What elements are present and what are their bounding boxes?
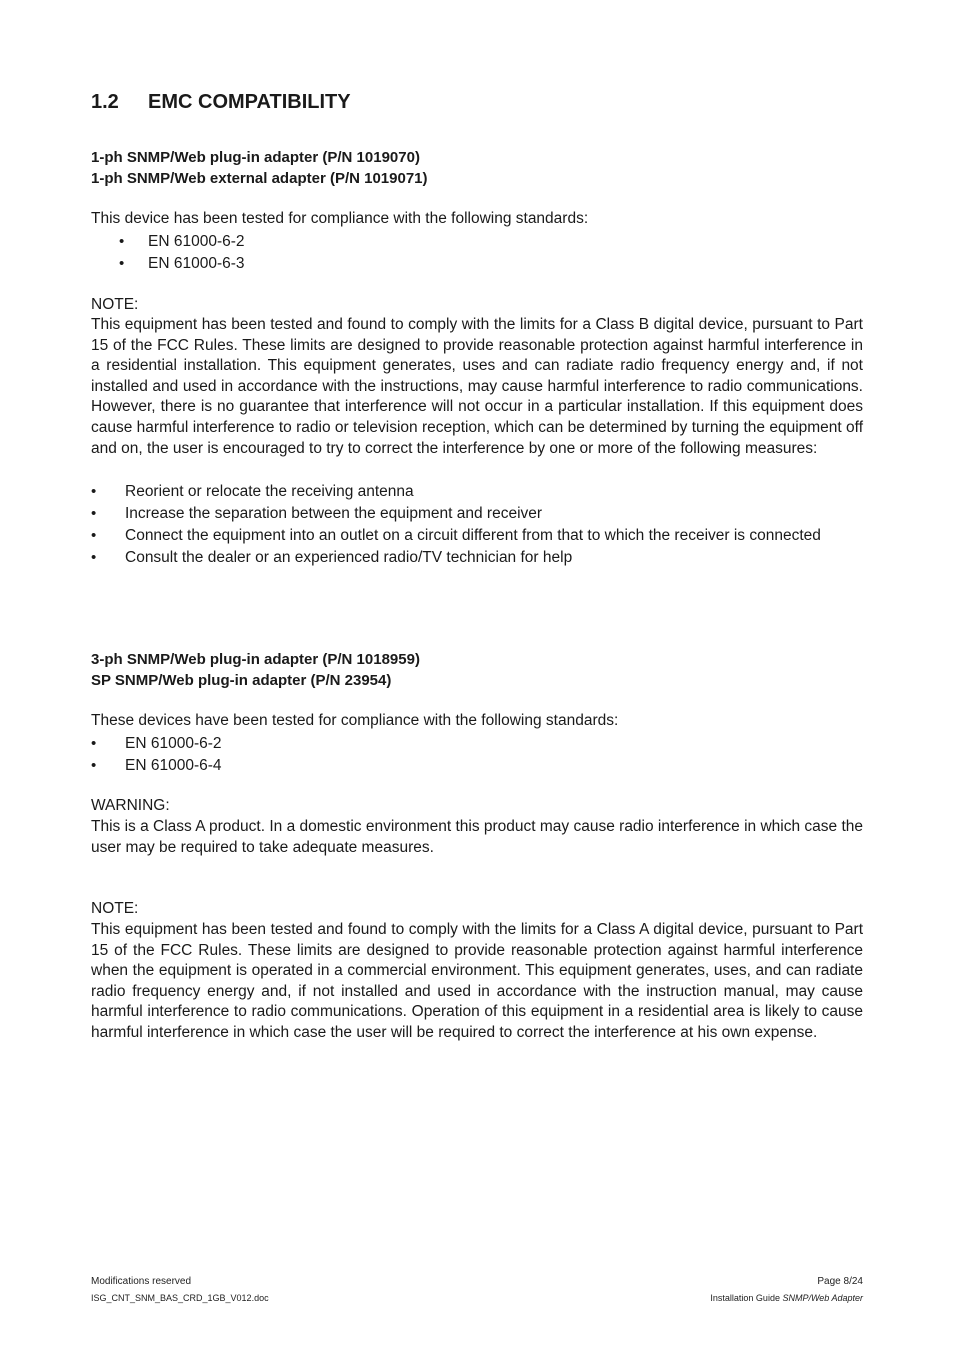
group2-note-text: This equipment has been tested and found to comply with the limits for a Class A digital device, pursuant to Part 15 of the FCC Rules. These limits are designed to provide reasonable protection against harmful interference when the equipment is operated in a commercial environment. This equipment generates, uses, and can radiate radio frequency energy and, if not installed and used in accordance with the instruction manual, may cause harmful interference to radio communications. Operation of this equipment in a residential area is likely to cause harmful interference in which case the user will be required to correct the interference at his own expense.: [91, 921, 863, 1041]
product-line: 3-ph SNMP/Web plug-in adapter (P/N 1018959): [91, 651, 420, 668]
group2-intro: These devices have been tested for compliance with the following standards:: [91, 712, 619, 729]
group2-note-label: NOTE:: [91, 900, 139, 917]
bullet-icon: •: [91, 527, 97, 544]
group2-products: [91, 649, 863, 691]
bullet-icon: •: [119, 233, 125, 250]
list-item: • Increase the separation between the equipment and receiver: [91, 505, 543, 522]
group2-standards-list: [91, 733, 863, 777]
list-item: • EN 61000-6-2: [91, 735, 222, 752]
group2-warning-text: This is a Class A product. In a domestic environment this product may cause radio interference in which case the user may be required to take adequate measures.: [91, 818, 863, 856]
group1-standards-list: [91, 231, 863, 274]
list-item: • Reorient or relocate the receiving antenna: [91, 483, 414, 500]
bullet-icon: •: [91, 549, 97, 566]
bullet-icon: •: [91, 483, 97, 500]
list-item: • EN 61000-6-3: [119, 255, 245, 272]
group1-note-text: This equipment has been tested and found to comply with the limits for a Class B digital device, pursuant to Part 15 of the FCC Rules. These limits are designed to provide reasonable protection against harmful interference in a residential installation. This equipment generates, uses and can radiate radio frequency energy and, if not installed and used in accordance with the instructions, may cause harmful interference to radio communications. However, there is no guarantee that interference will not occur in a particular installation. If this equipment does cause harmful interference to radio or television reception, which can be determined by turning the equipment off and on, the user is encouraged to try to correct the interference by one or more of the following measures:: [91, 316, 863, 457]
footer-modifications: Modifications reserved: [91, 1276, 192, 1287]
group1-products: [91, 147, 863, 189]
footer-left: [91, 1274, 269, 1306]
list-item: • EN 61000-6-2: [119, 233, 245, 250]
product-line: 1-ph SNMP/Web plug-in adapter (P/N 1019070): [91, 149, 420, 166]
page-number: Page 8/24: [817, 1276, 863, 1287]
list-item: • Consult the dealer or an experienced radio/TV technician for help: [91, 549, 573, 566]
bullet-icon: •: [119, 255, 125, 272]
footer-filename: ISG_CNT_SNM_BAS_CRD_1GB_V012.doc: [91, 1293, 269, 1303]
bullet-icon: •: [91, 757, 97, 774]
footer-right: [710, 1274, 863, 1306]
list-item: • EN 61000-6-4: [91, 757, 222, 774]
group1-intro: This device has been tested for compliance with the following standards:: [91, 210, 589, 227]
product-line: 1-ph SNMP/Web external adapter (P/N 1019071): [91, 170, 428, 187]
section-title: EMC COMPATIBILITY: [148, 91, 351, 113]
section-heading: [91, 91, 351, 114]
list-item: • Connect the equipment into an outlet on a circuit different from that to which the receiver is connected: [91, 527, 821, 544]
group1-measures-list: [91, 481, 863, 569]
group1-note-label: NOTE:: [91, 296, 139, 313]
footer-doc-title: Installation Guide SNMP/Web Adapter: [710, 1293, 863, 1303]
bullet-icon: •: [91, 505, 97, 522]
bullet-icon: •: [91, 735, 97, 752]
section-number: 1.2: [91, 91, 119, 113]
group2-warning-label: WARNING:: [91, 797, 170, 814]
product-line: SP SNMP/Web plug-in adapter (P/N 23954): [91, 672, 392, 689]
